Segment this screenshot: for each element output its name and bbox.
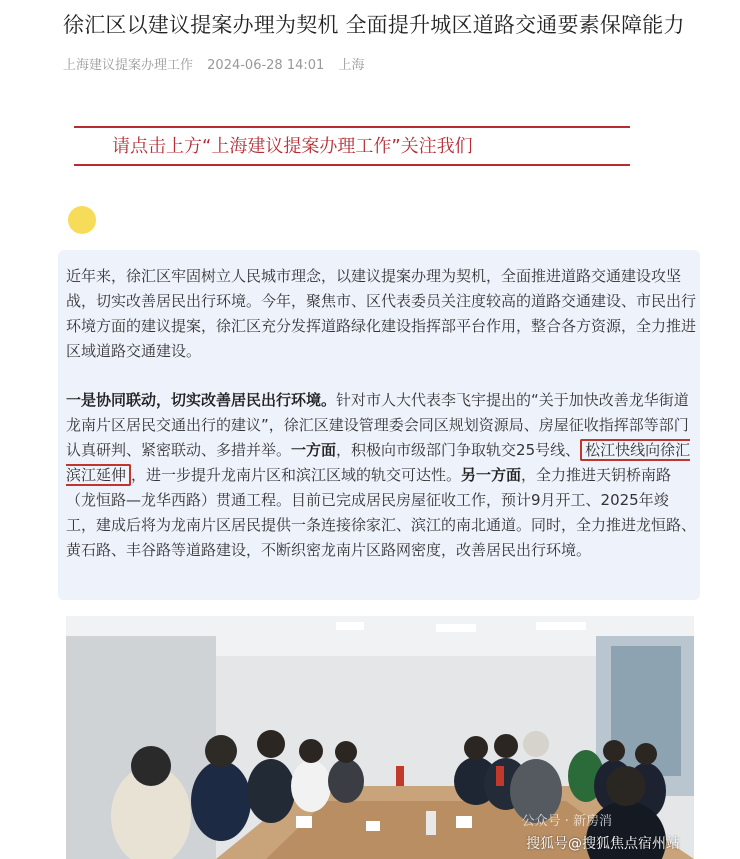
one-hand-label: 一方面 [291,441,337,459]
watermark-sohu: 搜狐号@搜狐焦点宿州站 [526,836,680,852]
watermark-secondary: 公众号 · 新房消 [521,814,612,829]
banner-top-line [74,126,630,128]
para2-text-c: ，进一步提升龙南片区和滨江区域的轨交可达性。 [131,466,462,484]
para2-text-d: ，全力推进天钥桥南路（龙恒路—龙华西路）贯通工程。目前已完成居民房屋征收工作，预计9月开工、2025年竣工，建成后将为龙南片区居民提供一条连接徐家汇、滨江的南北通道。同时，全力推进龙恒路、黄石路、丰谷路等道路建设，不断织密龙南片区路网密度，改善居民出行环境。 [66,466,697,559]
publish-location: 上海 [338,58,365,73]
body-paragraph-intro: 近年来，徐汇区牢固树立人民城市理念，以建议提案办理为契机，全面推进道路交通建设攻坚战，切实改善居民出行环境。今年，聚焦市、区代表委员关注度较高的道路交通建设、市民出行环境方面的建议提案，徐汇区充分发挥道路绿化建设指挥部平台作用，整合各方资源，全力推进区域道路交通建设。 [66,267,697,360]
other-hand-label: 另一方面 [461,466,522,484]
banner-bottom-line [74,164,630,166]
body-paragraph-coordination [66,388,696,563]
publish-datetime: 2024-06-28 14:01 [207,58,325,73]
article-meta [63,54,374,73]
source-account-link[interactable]: 上海建议提案办理工作 [63,58,194,73]
section-lead: 一是协同联动，切实改善居民出行环境。 [66,391,337,409]
para2-text-a: 针对市人大代表李飞宇提出的“关于加快改善龙华街道龙南片区居民交通出行的建议”，徐汇区建设管理委会同区规划资源局、房屋征收指挥部等部门认真研判、紧密联动、多措并举。 [66,391,689,459]
follow-banner-text: 请点击上方“上海建议提案办理工作”关注我们 [112,136,473,157]
follow-banner [74,118,630,166]
meeting-photo [66,616,694,859]
highlighted-extension: 松江快线向徐汇滨江延伸 [66,441,691,484]
para2-text-b: ，积极向市级部门争取轨交25号线、 [336,441,581,459]
article-title: 徐汇区以建议提案办理为契机 全面提升城区道路交通要素保障能力 [63,13,685,37]
decorative-yellow-dot [68,206,96,234]
